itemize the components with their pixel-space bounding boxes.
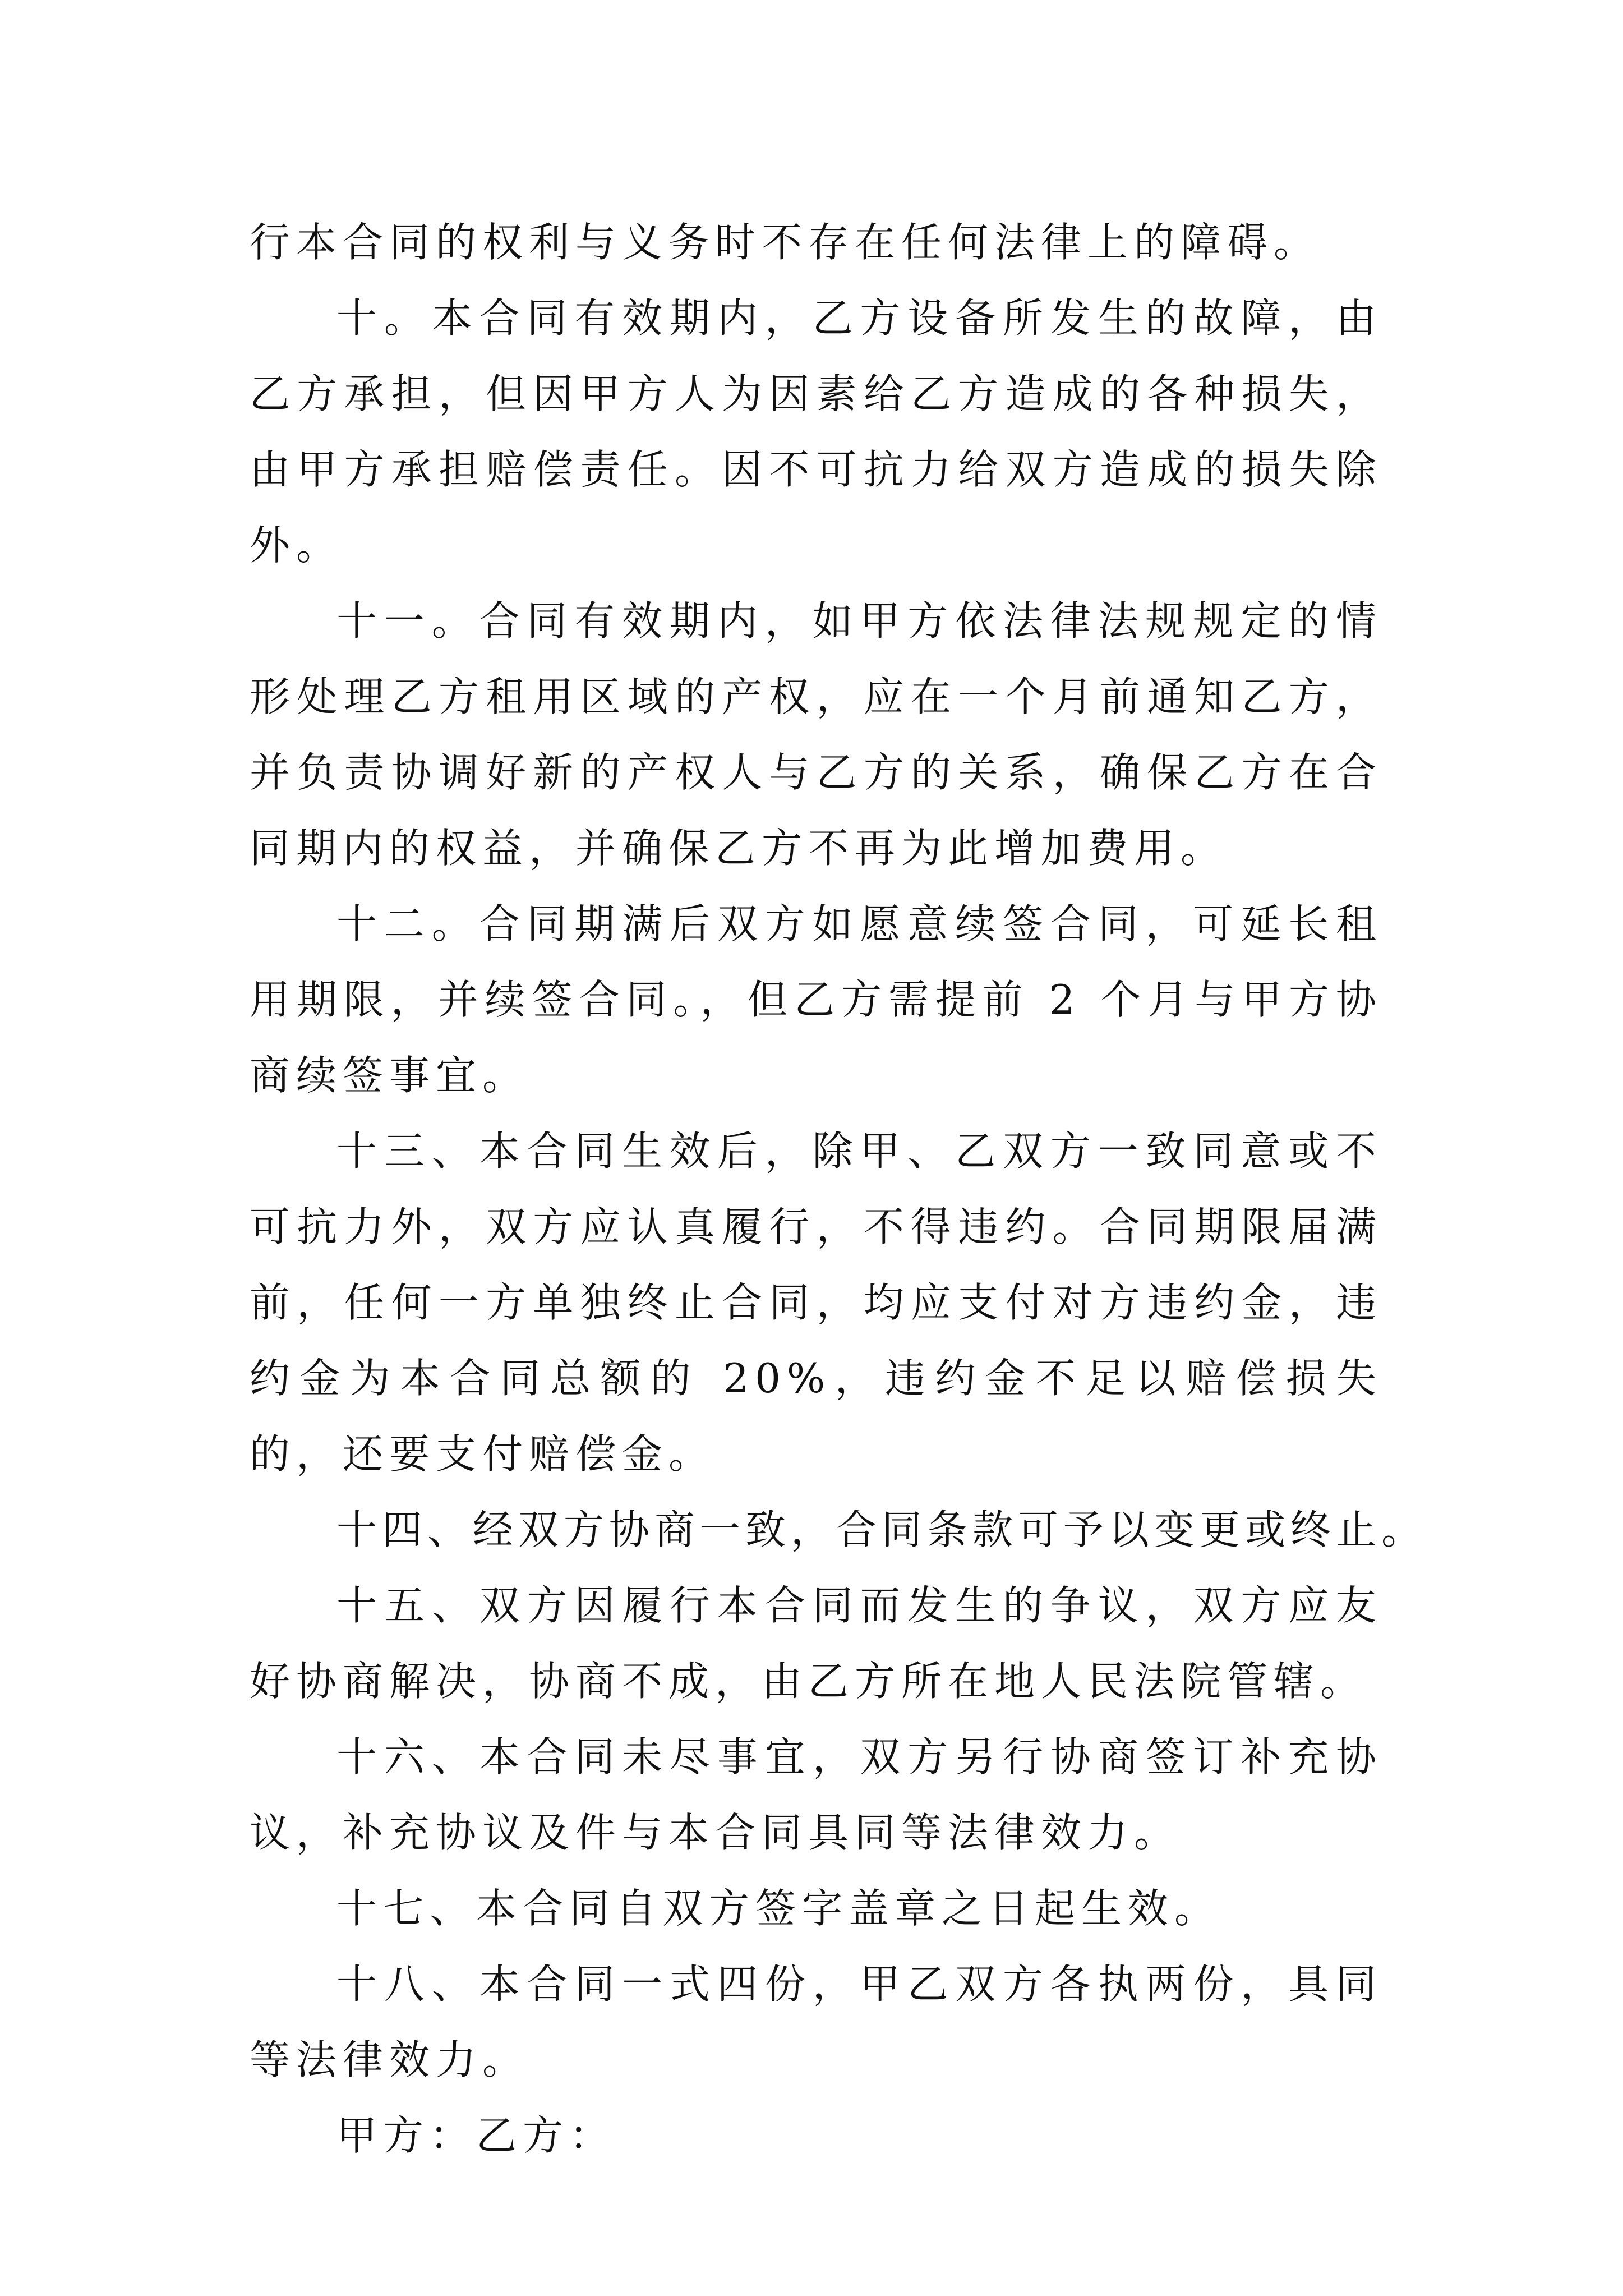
- paragraph-clause-18: 十八、本合同一式四份，甲乙双方各执两份，具同等法律效力。: [250, 1961, 1382, 2083]
- paragraph-clause-11: 十一。合同有效期内，如甲方依法律法规规定的情形处理乙方租用区域的产权，应在一个月前通知乙方，并负责协调好新的产权人与乙方的关系，确保乙方在合同期内的权益，并确保乙方不再为此增加费用。: [250, 597, 1382, 872]
- paragraph-clause-12: 十二。合同期满后双方如愿意续签合同，可延长租用期限，并续签合同。，但乙方需提前 2 个月与甲方协商续签事宜。: [250, 900, 1382, 1099]
- paragraph-clause-15: 十五、双方因履行本合同而发生的争议，双方应友好协商解决，协商不成，由乙方所在地人民法院管辖。: [250, 1582, 1382, 1705]
- paragraph-clause-17: 十七、本合同自双方签字盖章之日起生效。: [336, 1885, 1221, 1932]
- paragraph-clause-13: 十三、本合同生效后，除甲、乙双方一致同意或不可抗力外，双方应认真履行，不得违约。合同期限届满前，任何一方单独终止合同，均应支付对方违约金，违约金为本合同总额的 20%，违约金不足以赔偿损失的，还要支付赔偿金。: [250, 1128, 1382, 1478]
- contract-body: [250, 205, 1427, 2174]
- paragraph-continuation: 行本合同的权利与义务时不存在任何法律上的障碍。: [250, 219, 1321, 266]
- paragraph-clause-16: 十六、本合同未尽事宜，双方另行协商签订补充协议，补充协议及件与本合同具同等法律效力。: [250, 1733, 1382, 1856]
- signature-line: 甲方：乙方：: [336, 2112, 616, 2159]
- paragraph-clause-14: 十四、经双方协商一致，合同条款可予以变更或终止。: [336, 1506, 1427, 1553]
- paragraph-clause-10: 十。本合同有效期内，乙方设备所发生的故障，由乙方承担，但因甲方人为因素给乙方造成的各种损失，由甲方承担赔偿责任。因不可抗力给双方造成的损失除外。: [250, 295, 1382, 569]
